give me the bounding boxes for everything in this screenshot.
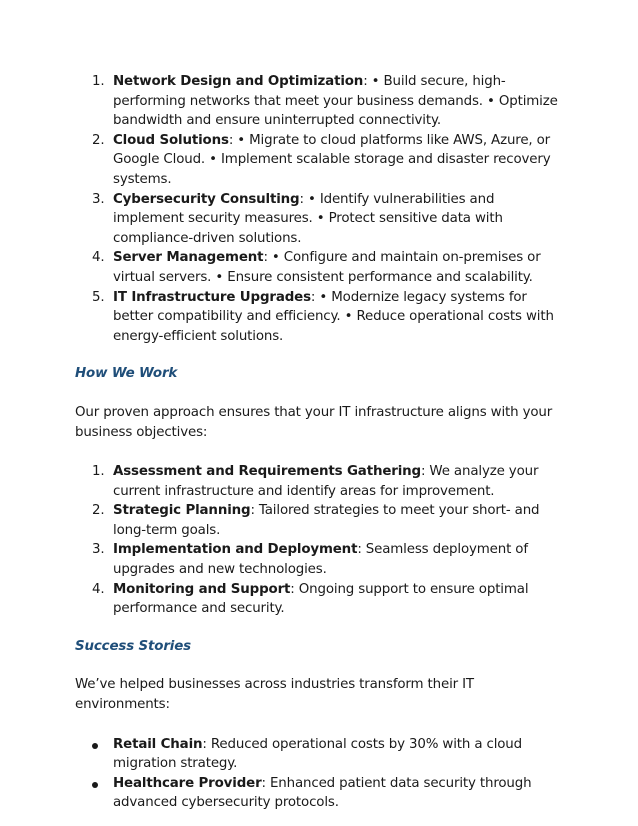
item-text: : • Migrate to cloud platforms like AWS, Azure, or Google Cloud. • Implement scalable storage and disaster recovery systems. (113, 132, 551, 187)
list-number: 5. (92, 289, 105, 305)
item-title: Monitoring and Support (113, 581, 291, 597)
item-title: Cybersecurity Consulting (113, 191, 300, 207)
list-item (75, 462, 567, 501)
how-we-work-heading: How We Work (75, 366, 178, 382)
list-number: 4. (92, 581, 105, 597)
item-text: : Enhanced patient data security through advanced cybersecurity protocols. (113, 775, 532, 811)
item-text: : • Modernize legacy systems for better compatibility and efficiency. • Reduce operational costs with energy-efficient solutions. (113, 289, 554, 344)
item-title: Healthcare Provider (113, 775, 262, 791)
list-item (75, 774, 567, 813)
item-text: : We analyze your current infrastructure and identify areas for improvement. (113, 464, 539, 499)
item-text: : • Configure and maintain on-premises or virtual servers. • Ensure consistent performance and scalability. (113, 250, 541, 285)
services-list (75, 72, 567, 346)
item-text: : Ongoing support to ensure optimal performance and security. (113, 581, 529, 617)
item-text: : Seamless deployment of upgrades and new technologies. (113, 542, 528, 578)
steps-list (75, 462, 567, 619)
item-title: IT Infrastructure Upgrades (113, 289, 311, 305)
list-item (75, 735, 567, 774)
item-text: : • Identify vulnerabilities and implement security measures. • Protect sensitive data with compliance-driven solutions. (113, 191, 503, 246)
item-title: Network Design and Optimization (113, 74, 364, 89)
list-item (75, 131, 567, 190)
item-title: Server Management (113, 250, 264, 266)
how-we-work-intro: Our proven approach ensures that your IT infrastructure aligns with your business objectives: (75, 404, 553, 440)
list-number: 3. (92, 542, 105, 558)
list-item (75, 72, 567, 131)
list-number: 1. (92, 464, 105, 480)
item-title: Retail Chain (113, 736, 203, 752)
list-item (75, 288, 567, 347)
success-stories-heading: Success Stories (75, 638, 191, 654)
item-title: Implementation and Deployment (113, 542, 358, 558)
list-number: 4. (92, 250, 105, 266)
item-title: Strategic Planning (113, 503, 251, 519)
list-item (75, 190, 567, 249)
item-text: : Reduced operational costs by 30% with a cloud migration strategy. (113, 736, 522, 772)
list-number: 1. (92, 74, 105, 89)
item-text: : Tailored strategies to meet your short- and long-term goals. (113, 503, 540, 538)
list-item (75, 248, 567, 287)
list-number: 2. (92, 503, 105, 519)
list-number: 2. (92, 132, 105, 148)
list-number: 3. (92, 191, 105, 207)
list-item (75, 580, 567, 619)
bullet-icon (92, 743, 98, 749)
success-stories-intro: We’ve helped businesses across industries transform their IT environments: (75, 677, 474, 713)
bullet-icon (92, 782, 98, 788)
document-content (75, 72, 567, 813)
item-title: Cloud Solutions (113, 132, 229, 148)
list-item (75, 540, 567, 579)
list-item (75, 501, 567, 540)
item-title: Assessment and Requirements Gathering (113, 464, 421, 480)
stories-list (75, 735, 567, 813)
item-text: : • Build secure, high-performing networks that meet your business demands. • Optimize bandwidth and ensure uninterrupted connectivity. (113, 74, 558, 129)
